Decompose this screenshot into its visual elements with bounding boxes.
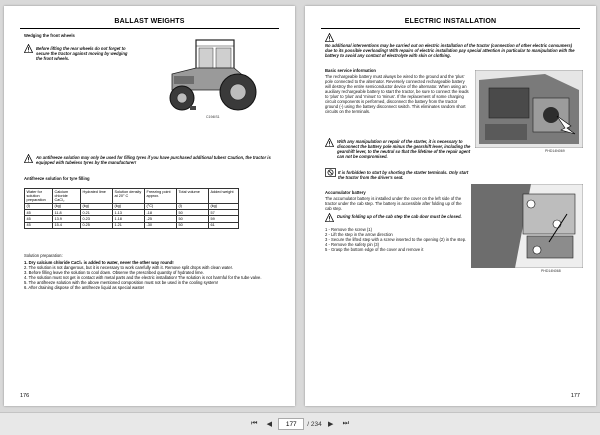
table-header-cell: Solution density at 20° C — [113, 189, 145, 204]
table-cell: -25 — [145, 216, 177, 222]
list-item: 2 - Lift the step in the arrow direction — [325, 232, 393, 237]
warning-text: An antifreeze solution may only be used for filling tyres if you have purchased additional tubes! Caution, the tractor is equipped with tubeless tyres by the manufacturer! — [36, 155, 271, 165]
last-page-icon[interactable]: ⏭ — [342, 420, 349, 427]
tractor-image — [154, 34, 274, 114]
list-item: 3. Before filling leave the solution to cool down. Observe the prescribed quantity of hydrated lime. — [24, 270, 204, 275]
section-heading: Wedging the front wheels — [24, 33, 75, 38]
table-cell: 0.23 — [81, 216, 113, 222]
list-item: 3 - Secure the lifted step with a screw inserted to the opening (2) in the step. — [325, 237, 467, 242]
table-header-cell: Hydrated lime — [81, 189, 113, 204]
accumulator-text: The accumulator battery is installed under the cover on the left side of the tractor under the cab step. The battery is accessible after folding up of the cab step. — [325, 196, 462, 211]
table-header-cell: Total volume — [177, 189, 209, 204]
table-row — [25, 222, 239, 228]
list-item: 2. The solution is not dangerous, but it is necessary to work carefully with it. Remove split drops with clean water. — [24, 265, 233, 270]
page-number: 177 — [570, 393, 580, 399]
warning-text: Before lifting the rear wheels do not forget to secure the tractor against moving by wedging the front wheels. — [36, 46, 128, 61]
page-number-input[interactable] — [278, 418, 304, 430]
left-page — [4, 6, 295, 406]
table-cell: 45 — [25, 222, 53, 228]
prev-page-icon[interactable]: ◀ — [266, 421, 272, 428]
total-pages: / 234 — [307, 420, 322, 428]
table-cell: (l) — [25, 203, 53, 209]
warning-icon — [325, 213, 334, 222]
image-caption: C194IS1 — [206, 115, 220, 119]
forbidden-text: It is forbidden to start by shorting the starter terminals. Only start the tractor from the driver's seat. — [338, 170, 469, 180]
warning-icon — [325, 33, 334, 42]
no-start-icon — [325, 168, 336, 177]
page-title: ELECTRIC INSTALLATION — [404, 18, 497, 25]
warning-icon — [24, 154, 33, 163]
table-header-cell: Freezing point approx. — [145, 189, 177, 204]
right-page — [305, 6, 596, 406]
table-cell: (kg) — [113, 203, 145, 209]
page-number: 176 — [20, 393, 30, 399]
warning-text: No additional interventions may be carried out on electric installation of the tractor (connection of other electric consumers) due to its possible overloading! With repairs of electric installation pay special attention in particular to manipulation with the battery to avoid any contact of electrolyte with skin or clothing. — [325, 43, 575, 58]
table-cell: 45 — [25, 216, 53, 222]
table-cell: 15.4 — [53, 222, 81, 228]
list-item: 4. The solution must not get in contact with metal parts and the electric installation! The solution is not harmful for the tube valve. — [24, 275, 262, 280]
warning-text: With any manipulation or repair of the starter, it is necessary to disconnect the battery pole minus the gearshift lever, including the gearshift lever, to the neutral so that the lifetime of the repair agent can not be compromised. — [337, 139, 471, 159]
title-rule — [20, 28, 279, 29]
antifreeze-table — [24, 188, 239, 229]
section-heading: Antifreeze solution for tyre filling — [24, 176, 90, 181]
table-cell: 1.21 — [113, 222, 145, 228]
warning-icon — [24, 44, 33, 53]
table-cell: (kg) — [209, 203, 239, 209]
list-item: 1 - Remove the screw (1) — [325, 227, 373, 232]
battery-switch-image — [475, 70, 583, 148]
table-cell: 61 — [209, 222, 239, 228]
basic-text: The rechargeable battery must always be wired to the ground and the 'plus' pole connected to the alternator. Reversely connected rechargeable battery will destroy the entire semiconductor device of the alternator. When using an auxiliary rechargeable battery to start the tractor, be sure to connect the leads to 'plus' to 'plus' and 'minus' to 'minus'. If the replacement of some charging circuit components is performed, disconnect the battery from the tractor ground (-) using the battery disconnect switch. This eliminates random short circuits on the terminals. — [325, 74, 469, 114]
table-cell: 1.13 — [113, 210, 145, 216]
table-cell: 50 — [177, 222, 209, 228]
table-cell: (°C) — [145, 203, 177, 209]
table-header-cell: Added weight — [209, 189, 239, 204]
table-cell: 11.8 — [53, 210, 81, 216]
warning-text: During folding up of the cab step the cab door must be closed. — [337, 214, 462, 219]
prep-heading: Solution preparation: — [24, 253, 63, 258]
cab-steps-list — [325, 227, 467, 252]
list-item: 5. The antifreeze solution with the above mentioned composition must not be used in the cooling system! — [24, 280, 219, 285]
table-cell: -18 — [145, 210, 177, 216]
table-header-cell: Water for solution preparation — [25, 189, 53, 204]
table-cell: 0.21 — [81, 210, 113, 216]
list-item: 5 - Grasp the bottom edge of the cover and remove it — [325, 247, 424, 252]
table-cell: 50 — [177, 216, 209, 222]
first-page-icon[interactable]: ⏮ — [251, 420, 258, 427]
table-cell: 45 — [25, 210, 53, 216]
table-header-row — [25, 189, 239, 204]
list-item: 4 - Remove the safety pin (3) — [325, 242, 379, 247]
page-title: BALLAST WEIGHTS — [114, 18, 185, 25]
title-rule — [321, 28, 580, 29]
table-cell: (kg) — [53, 203, 81, 209]
table-cell: 50 — [177, 210, 209, 216]
list-item: 6. After draining dispose of the antifreeze liquid as special waste! — [24, 285, 145, 290]
image-caption: PHD14N069 — [545, 149, 565, 153]
pdf-toolbar — [0, 412, 600, 435]
warning-icon — [325, 138, 334, 147]
next-page-icon[interactable]: ▶ — [328, 421, 334, 428]
table-cell: (kg) — [81, 203, 113, 209]
table-header-cell: Calcium chloride CaCl₂ — [53, 189, 81, 204]
section-heading: Basic service information — [325, 68, 376, 73]
table-cell: 1.18 — [113, 216, 145, 222]
section-heading: Accumulator battery — [325, 190, 366, 195]
table-cell: (l) — [177, 203, 209, 209]
table-cell: 0.25 — [81, 222, 113, 228]
table-cell: -30 — [145, 222, 177, 228]
cab-step-image — [471, 184, 583, 268]
table-cell: 13.9 — [53, 216, 81, 222]
prep-steps-list — [24, 260, 284, 290]
table-cell: 57 — [209, 210, 239, 216]
table-cell: 59 — [209, 216, 239, 222]
list-item: 1. Dry calcium chloride CaCl₂ is added to water, never the other way round! — [24, 260, 174, 265]
image-caption: PHD14N068 — [541, 269, 561, 273]
